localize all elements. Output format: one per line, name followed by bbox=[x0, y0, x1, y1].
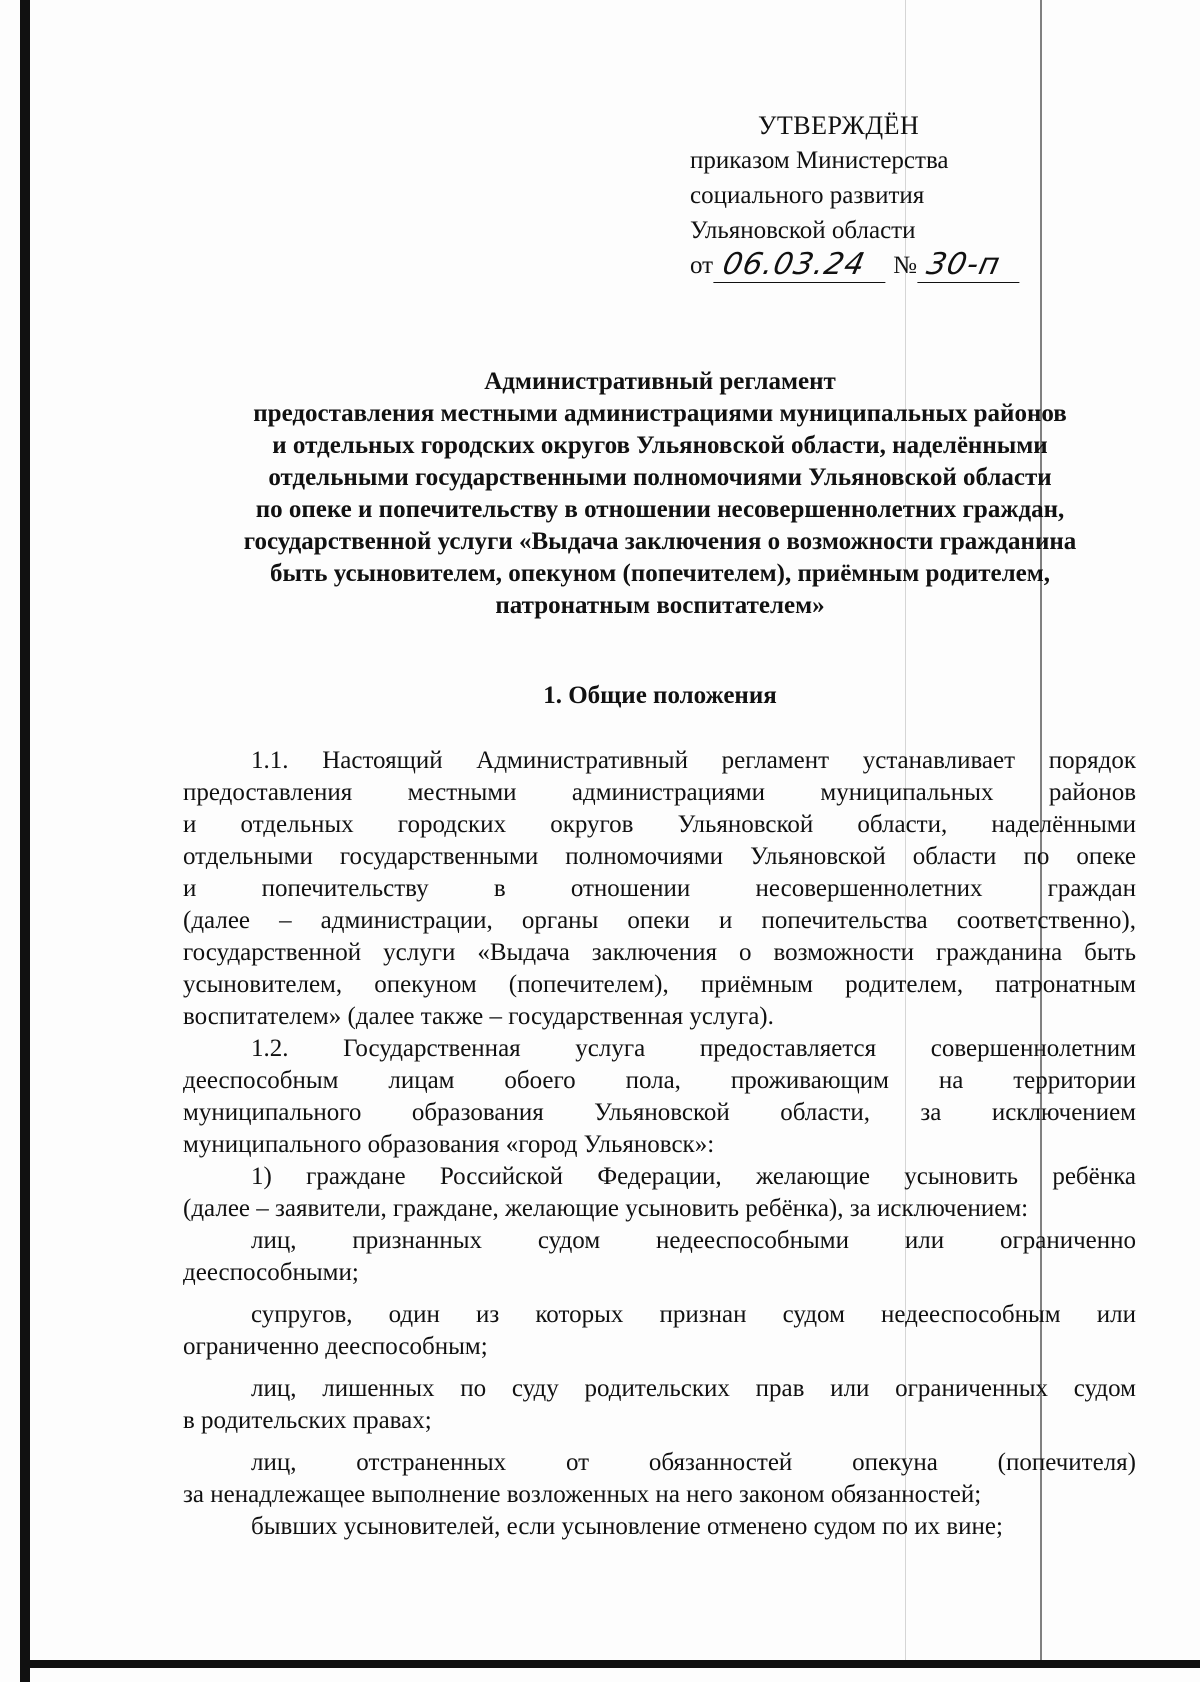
approval-line-2: социального развития bbox=[690, 182, 925, 209]
body-line: предоставления местными администрациями муниципальных районов bbox=[183, 779, 1136, 806]
body-line: усыновителем, опекуном (попечителем), приёмным родителем, патронатным bbox=[183, 971, 1136, 998]
body-line: бывших усыновителей, если усыновление отменено судом по их вине; bbox=[251, 1513, 1003, 1540]
body-line: ограниченно дееспособным; bbox=[183, 1333, 488, 1360]
body-line: супругов, один из которых признан судом недееспособным или bbox=[251, 1301, 1136, 1328]
body-line: муниципального образования Ульяновской области, за исключением bbox=[183, 1099, 1136, 1126]
body-line: муниципального образования «город Ульяновск»: bbox=[183, 1131, 715, 1158]
body-line: (далее – заявители, граждане, желающие усыновить ребёнка), за исключением: bbox=[183, 1195, 1029, 1222]
body-line: за ненадлежащее выполнение возложенных на него законом обязанностей; bbox=[183, 1481, 982, 1508]
title-line: и отдельных городских округов Ульяновской области, наделёнными bbox=[272, 432, 1048, 459]
body-line: дееспособным лицам обоего пола, проживающим на территории bbox=[183, 1067, 1136, 1094]
approval-stamp-block bbox=[690, 108, 1090, 283]
body-line: лиц, отстраненных от обязанностей опекуна (попечителя) bbox=[251, 1449, 1136, 1476]
body-line: и отдельных городских округов Ульяновской области, наделёнными bbox=[183, 811, 1136, 838]
body-line: 1) граждане Российской Федерации, желающие усыновить ребёнка bbox=[251, 1163, 1136, 1190]
document-body bbox=[183, 745, 1136, 1543]
approval-heading: УТВЕРЖДЁН bbox=[758, 111, 920, 140]
approval-date-number-line bbox=[690, 248, 1090, 283]
body-line: дееспособными; bbox=[183, 1259, 359, 1286]
scan-left-border bbox=[20, 0, 30, 1682]
title-line: патронатным воспитателем» bbox=[495, 592, 825, 619]
title-line: по опеке и попечительству в отношении несовершеннолетних граждан, bbox=[255, 496, 1065, 523]
body-line: и попечительству в отношении несовершеннолетних граждан bbox=[183, 875, 1136, 902]
body-line: государственной услуги «Выдача заключения о возможности гражданина быть bbox=[183, 939, 1136, 966]
approval-line-3: Ульяновской области bbox=[690, 217, 916, 244]
approval-number-label: № bbox=[893, 252, 917, 279]
title-line: государственной услуги «Выдача заключения о возможности гражданина bbox=[243, 528, 1077, 555]
body-line: 1.2. Государственная услуга предоставляется совершеннолетним bbox=[251, 1035, 1136, 1062]
approval-line-1: приказом Министерства bbox=[690, 147, 949, 174]
body-line: лиц, признанных судом недееспособными или ограниченно bbox=[251, 1227, 1136, 1254]
body-line: 1.1. Настоящий Административный регламент устанавливает порядок bbox=[251, 747, 1136, 774]
body-line: воспитателем» (далее также – государственная услуга). bbox=[183, 1003, 774, 1030]
title-line: предоставления местными администрациями муниципальных районов bbox=[253, 400, 1067, 427]
approval-from-label: от bbox=[690, 252, 714, 279]
title-line: Административный регламент bbox=[484, 368, 836, 395]
section-heading: 1. Общие положения bbox=[543, 682, 777, 709]
body-line: лиц, лишенных по суду родительских прав или ограниченных судом bbox=[251, 1375, 1136, 1402]
title-line: быть усыновителем, опекуном (попечителем), приёмным родителем, bbox=[269, 560, 1051, 587]
body-line: отдельными государственными полномочиями Ульяновской области по опеке bbox=[183, 843, 1136, 870]
scan-bottom-border bbox=[20, 1660, 1200, 1668]
body-line: (далее – администрации, органы опеки и попечительства соответственно), bbox=[183, 907, 1136, 934]
handwritten-order-number: 30-п bbox=[917, 248, 1026, 283]
handwritten-date: 06.03.24 bbox=[713, 248, 892, 283]
document-title bbox=[180, 366, 1140, 622]
body-line: в родительских правах; bbox=[183, 1407, 432, 1434]
title-line: отдельными государственными полномочиями Ульяновской области bbox=[268, 464, 1052, 491]
